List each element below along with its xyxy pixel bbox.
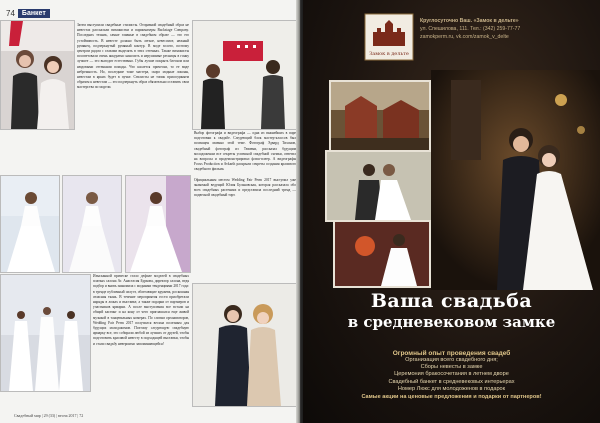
article-column-3: Изысканной прическе стало дефиле моделей в свадебных платьях салона Аr. Анастасия Буркова, директор салона, ведя подбор и вновь знакомила с модными тенденциями 2017 года: в тренде публичный силуэт, облегающие кружева, роскошная атласная ткань. В течение мероприятия гости приобретали наряды в ложах и выставке, а также подарки от партнеров и участников ярмарки. А после выступления все встали на общий кастинг и на кону от чего приглашался еще живой музыкой в танцевальных номерах. По словам организаторов, Wedding Fair Perm 2017 получился весьма полезным для будущих молодоженов. Поэтому следующую свадебную ярмарку все, это собирали любой из лучших от друзей, чтобы подготовить красивой невесту в подходящей выставки, чтобы и стали свадьбу невероятно запоминающейся! (93, 274, 190, 346)
photo-speaker (192, 20, 300, 130)
page-number: 74 (6, 9, 15, 18)
promo-line: Самые акции на ценовые предложения и подарки от партнеров! (361, 394, 542, 401)
article-column-2: Выбор фотографа и видеографа — одна из важнейших в паре подготовки к свадьбе. Следующий блок мастер-классов был посвящен именно этой теме. Фотограф Эдвард Тихонов, свадебный фотограф из Тюмени, рассказал будущим молодоженам все секреты успешной свадебной съемки, ответил на вопросы и продемонстрировал флэш-плеер. А видеографы Focus Production и Avkarth раскрыли секреты создания красивого свадебного фильма. Официальным местом Wedding Fair Perm 2017 выступил уже знакомый ведущий Юлия Бульковская, которая рассказала обо всех свадебных растениях и представила последний тренд — подвесной свадебный торт. (194, 131, 296, 198)
right-page-ad (303, 0, 600, 423)
article-column-1: Затем выступили свадебные стилисты. Отправной свадебный образ не невестах рассказали визажистки и парикмахеры Backstage Company. Последних техник, самые главные в свадебном образе — это его устойчивость. В невесте должно быть легкое, невесомое, нежный румянец, подчеркнутый румяный контур. В моде золото, поэтому центром рядом с глазами выделять в этих оттенках. Также визажисты посоветовали очень аккуратно наносить и нерушимые ресницы в гонку лучшее — это выгодит естественно. Губы лучше покрыть блеском или нюдовыми оттенками помады. Что касается прически, то ее виде небрежность. Но, последние тоже мастера, скоро модные локоны, невестам в ярких будет в пучке. Стилисты не топик присоединяем образом к невестам — это подчеркнуть образ обязательно оставить свои мастерства по модели. (77, 23, 190, 90)
page-header (6, 8, 50, 19)
headline-line-1: Ваша свадьба (370, 290, 533, 312)
service-item: Сборы невесты в замке (420, 364, 483, 371)
photo-bride-2 (62, 175, 122, 273)
service-item: Церемония бракосочетания в летнем дворе (394, 371, 509, 378)
photo-wedding-couple-1 (325, 150, 433, 222)
contact-web: zamokperm.ru, vk.com/zamok_v_delte (420, 34, 509, 40)
photo-wedding-couple-2 (333, 220, 431, 288)
contact-block (420, 18, 600, 40)
photo-castle-exterior (329, 80, 431, 154)
svg-text:Замок в дельте: Замок в дельте (369, 51, 409, 57)
headline-line-2: в средневековом замке (347, 313, 556, 331)
photo-couple (192, 283, 298, 407)
service-item: Свадебный банкет в средневековых интерьерах (388, 378, 515, 385)
photo-models (0, 20, 75, 130)
ad-headline (303, 290, 600, 331)
photo-main-couple (431, 70, 600, 290)
photo-runway (0, 274, 91, 392)
castle-logo (363, 12, 415, 62)
service-item: Организация всего свадебного дня; (405, 357, 498, 363)
section-label: Банкет (18, 9, 50, 18)
contact-address: ул. Спешилова, 111. Тел.: (342) 259-77-77 (420, 26, 521, 32)
photo-bride-3 (125, 175, 191, 273)
page-footer: Свадебный мир | 29 (33) | весна 2017 | 72 (14, 413, 84, 418)
services-lead: Огромный опыт проведения свадеб (392, 350, 511, 357)
contact-title: Круглосуточно Ваш. «Замок в дельте» (420, 18, 519, 24)
service-item: Номер Люкс для молодоженов в подарок (397, 385, 506, 392)
services-list (303, 350, 600, 400)
photo-bride-1 (0, 175, 60, 273)
